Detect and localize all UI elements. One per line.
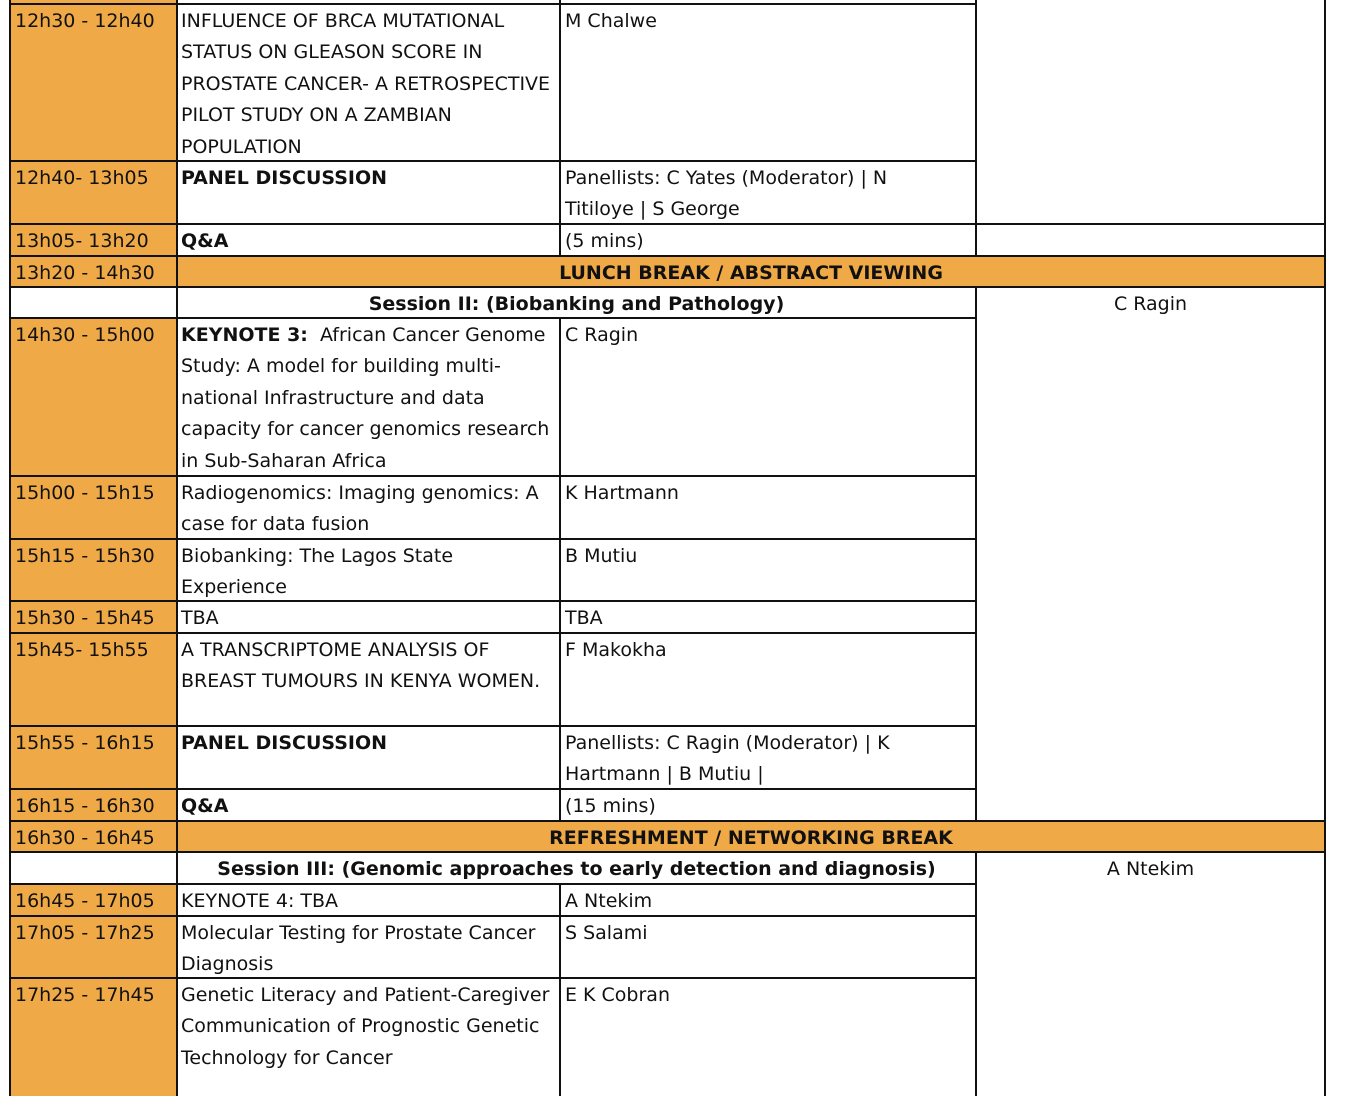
item-title-line: Genetic Literacy and Patient-Caregiver (181, 984, 550, 1006)
item-title-line: Biobanking: The Lagos State (181, 545, 454, 567)
item-title-line: Molecular Testing for Prostate Cancer (181, 922, 536, 944)
grid-line (10, 223, 976, 225)
item-speaker-line: S Salami (565, 922, 648, 944)
time-slot: 16h15 - 16h30 (15, 795, 155, 817)
item-title-line: KEYNOTE 4: TBA (181, 890, 339, 912)
item-title-bold: Q&A (181, 230, 229, 252)
grid-line (10, 883, 976, 885)
item-title-bold: PANEL DISCUSSION (181, 167, 388, 189)
grid-line (10, 286, 1325, 288)
item-title-line: TBA (181, 607, 219, 629)
item-speaker-line: C Ragin (565, 324, 639, 346)
item-title-line: African Cancer Genome (307, 324, 546, 346)
time-slot: 17h05 - 17h25 (15, 922, 155, 944)
item-speaker-line: Panellists: C Yates (Moderator) | N (565, 167, 888, 189)
break-label: REFRESHMENT / NETWORKING BREAK (549, 827, 953, 849)
grid-line (10, 725, 976, 727)
session-chair: A Ntekim (1106, 858, 1195, 880)
grid-line (10, 255, 1325, 257)
item-speaker-line: Titiloye | S George (565, 198, 740, 221)
time-slot: 14h30 - 15h00 (15, 324, 155, 346)
grid-line (975, 287, 977, 821)
time-slot: 12h40- 13h05 (15, 167, 149, 189)
item-title-line: STATUS ON GLEASON SCORE IN (181, 41, 483, 64)
grid-line (975, 852, 977, 1096)
break-label: LUNCH BREAK / ABSTRACT VIEWING (559, 262, 943, 284)
time-slot: 17h25 - 17h45 (15, 984, 155, 1006)
grid-line (10, 788, 976, 790)
grid-line (9, 0, 11, 1096)
item-title-line: POPULATION (181, 135, 302, 158)
grid-line (1324, 0, 1326, 1096)
item-title-line: national Infrastructure and data (181, 386, 485, 409)
item-title-line: Technology for Cancer (181, 1046, 393, 1069)
time-slot: 12h30 - 12h40 (15, 10, 155, 32)
grid-line (10, 915, 976, 917)
grid-line (10, 820, 1325, 822)
time-slot: 15h30 - 15h45 (15, 607, 155, 629)
item-speaker-line: E K Cobran (565, 984, 670, 1006)
session-title: Session II: (Biobanking and Pathology) (368, 293, 785, 315)
grid-line (10, 977, 976, 979)
session-blank-cell (10, 287, 177, 318)
item-speaker-line: Hartmann | B Mutiu | (565, 763, 764, 786)
item-title-line: capacity for cancer genomics research (181, 418, 550, 441)
grid-line (10, 538, 976, 540)
item-title-bold: Q&A (181, 795, 229, 817)
item-title-line: PILOT STUDY ON A ZAMBIAN (181, 104, 452, 127)
grid-line (10, 160, 976, 162)
session-blank-cell (10, 852, 177, 884)
grid-line (559, 318, 561, 821)
time-slot: 15h55 - 16h15 (15, 732, 155, 754)
grid-line (559, 0, 561, 256)
item-title-line: A TRANSCRIPTOME ANALYSIS OF (181, 639, 490, 661)
time-slot: 15h45- 15h55 (15, 639, 149, 661)
session-title: Session III: (Genomic approaches to early detection and diagnosis) (217, 858, 936, 880)
grid-line (10, 3, 976, 5)
time-slot: 13h20 - 14h30 (15, 262, 155, 284)
time-slot: 16h45 - 17h05 (15, 890, 155, 912)
item-speaker-line: K Hartmann (565, 482, 679, 504)
grid-line (10, 600, 976, 602)
item-title-line: BREAST TUMOURS IN KENYA WOMEN. (181, 670, 541, 693)
grid-line (10, 475, 976, 477)
item-speaker-line: F Makokha (565, 639, 667, 661)
grid-line (976, 223, 1325, 225)
item-title-line: Experience (181, 576, 287, 599)
item-title-bold: PANEL DISCUSSION (181, 732, 388, 754)
time-slot: 15h00 - 15h15 (15, 482, 155, 504)
grid-line (975, 0, 977, 256)
item-title-line: Radiogenomics: Imaging genomics: A (181, 482, 539, 504)
item-speaker-line: M Chalwe (565, 10, 657, 32)
item-title-line: in Sub-Saharan Africa (181, 449, 387, 472)
item-title-line: PROSTATE CANCER- A RETROSPECTIVE (181, 72, 551, 95)
grid-line (10, 632, 976, 634)
item-speaker-line: B Mutiu (565, 545, 638, 567)
grid-line (10, 851, 1325, 853)
time-slot: 15h15 - 15h30 (15, 545, 155, 567)
grid-line (176, 0, 178, 1096)
grid-line (559, 884, 561, 1096)
item-title-line: Communication of Prognostic Genetic (181, 1015, 540, 1038)
item-title-line: Study: A model for building multi- (181, 355, 501, 378)
grid-line (10, 317, 976, 319)
item-speaker-line: (15 mins) (565, 795, 656, 817)
item-speaker-line: A Ntekim (565, 890, 653, 912)
item-speaker-line: TBA (565, 607, 603, 629)
session-chair: C Ragin (1113, 293, 1188, 315)
time-slot: 16h30 - 16h45 (15, 827, 155, 849)
item-title-line: case for data fusion (181, 513, 370, 536)
item-title-bold: KEYNOTE 3: (181, 324, 308, 346)
item-speaker-line: (5 mins) (565, 230, 644, 252)
time-slot: 13h05- 13h20 (15, 230, 149, 252)
item-title-line: Diagnosis (181, 953, 274, 976)
item-speaker-line: Panellists: C Ragin (Moderator) | K (565, 732, 890, 754)
item-title-line: INFLUENCE OF BRCA MUTATIONAL (181, 10, 505, 32)
